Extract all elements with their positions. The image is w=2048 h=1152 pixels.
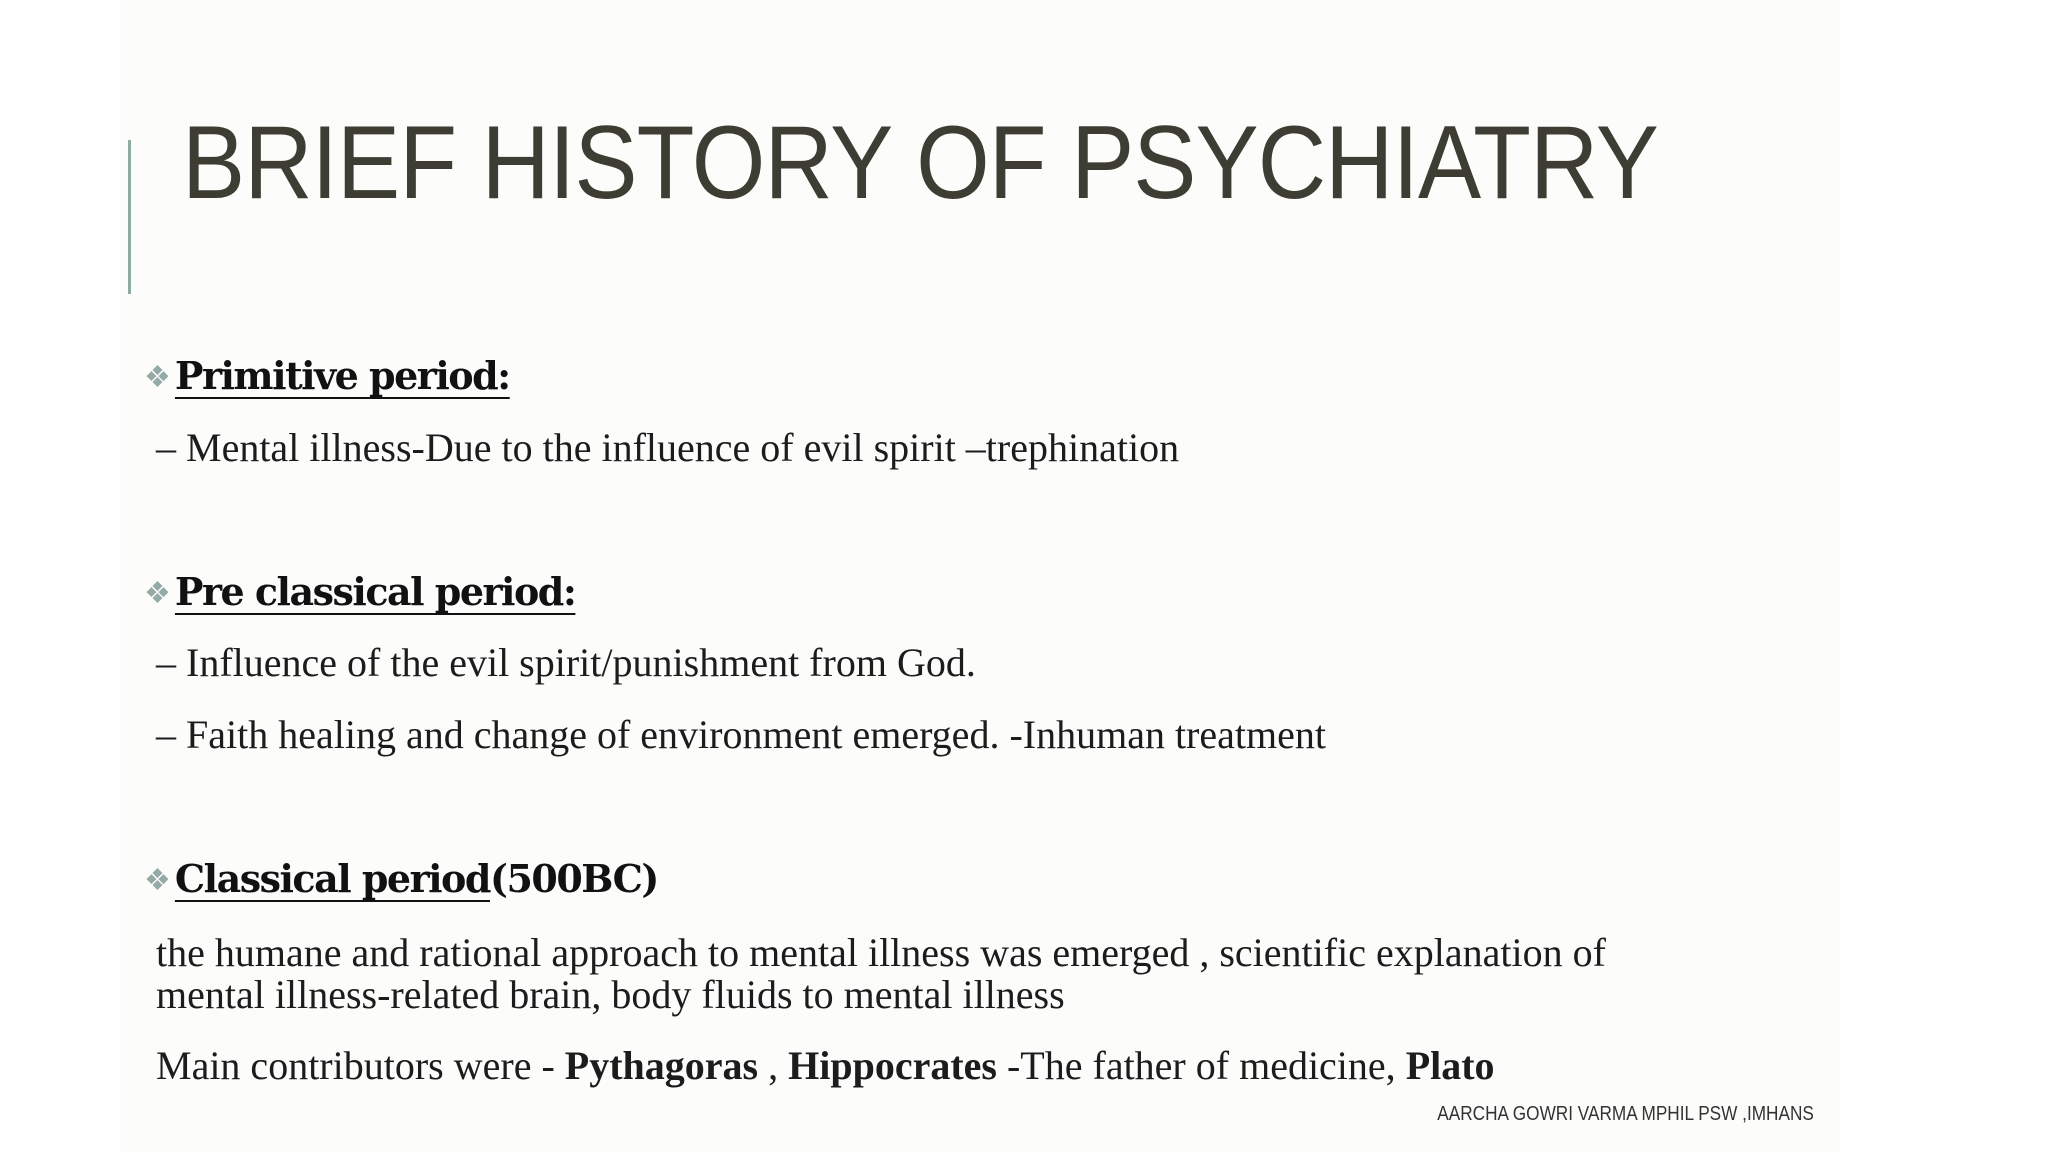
- title-accent-bar: [128, 140, 131, 294]
- contributor-name: Hippocrates: [788, 1043, 997, 1088]
- section-heading-primitive: [144, 352, 510, 402]
- contributors-prefix: Main contributors were -: [156, 1043, 565, 1088]
- contributors-line: [156, 1045, 1495, 1087]
- heading-text: Primitive period:: [174, 353, 510, 398]
- slide-title: BRIEF HISTORY OF PSYCHIATRY: [182, 105, 1658, 221]
- section-heading-pre-classical: [144, 568, 575, 618]
- body-line: mental illness-related brain, body fluids to mental illness: [156, 972, 1065, 1017]
- body-line: the humane and rational approach to mental illness was emerged , scientific explanation of: [156, 930, 1606, 975]
- separator: -The father of medicine,: [996, 1043, 1406, 1088]
- diamond-bullet-icon: ❖: [144, 360, 171, 395]
- heading-suffix: (500BC): [489, 856, 658, 901]
- body-line: – Mental illness-Due to the influence of evil spirit –trephination: [156, 425, 1180, 470]
- footer-credit: AARCHA GOWRI VARMA MPHIL PSW ,IMHANS: [1437, 1103, 1814, 1125]
- diamond-bullet-icon: ❖: [144, 576, 171, 611]
- contributor-name: Pythagoras: [564, 1043, 759, 1088]
- section-heading-classical: [144, 855, 658, 905]
- heading-text: Classical period: [174, 856, 490, 901]
- body-line: – Faith healing and change of environment emerged. -Inhuman treatment: [156, 712, 1326, 757]
- contributor-name: Plato: [1405, 1043, 1495, 1088]
- body-line: – Influence of the evil spirit/punishment from God.: [156, 640, 976, 685]
- diamond-bullet-icon: ❖: [144, 863, 171, 898]
- separator: ,: [758, 1043, 789, 1088]
- heading-text: Pre classical period:: [174, 569, 576, 614]
